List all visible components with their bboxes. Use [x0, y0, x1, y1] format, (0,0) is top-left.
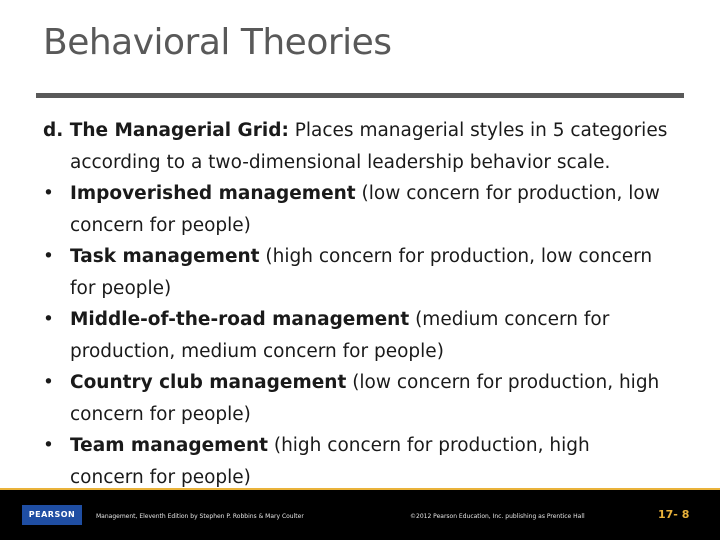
bullet-term: Country club management: [70, 372, 347, 393]
bullet-text: (low concern for production, high: [346, 372, 660, 393]
bullet-text-cont: concern for people): [70, 403, 251, 425]
bullet-icon: •: [43, 435, 54, 456]
bullet-item: [43, 367, 683, 399]
bullet-text-cont: for people): [70, 277, 172, 299]
bullet-item: [43, 178, 683, 210]
bullet-icon: •: [43, 246, 54, 267]
bullet-text: (high concern for production, low concern: [259, 246, 653, 267]
bullet-term: Impoverished management: [70, 183, 356, 204]
bullet-term: Team management: [70, 435, 268, 456]
intro-line-2: according to a two-dimensional leadership behavior scale.: [70, 151, 611, 173]
intro-text: Places managerial styles in 5 categories: [288, 120, 668, 141]
bullet-text-cont: concern for people): [70, 466, 251, 488]
footer-accent-stripe: [0, 488, 720, 490]
intro-heading: d. The Managerial Grid:: [43, 120, 289, 141]
slide-body: [43, 115, 683, 493]
book-credit: Management, Eleventh Edition by Stephen P. Robbins & Mary Coulter: [96, 513, 304, 520]
title-divider: [36, 93, 684, 98]
bullet-text-cont: production, medium concern for people): [70, 340, 444, 362]
footer-bar: [0, 488, 720, 540]
bullet-item: [43, 304, 683, 336]
bullet-item: [43, 430, 683, 462]
bullet-text: (low concern for production, low: [355, 183, 660, 204]
slide-number: 17- 8: [658, 508, 690, 521]
bullet-text: (high concern for production, high: [267, 435, 590, 456]
pearson-logo: PEARSON: [22, 505, 82, 525]
bullet-text-cont: concern for people): [70, 214, 251, 236]
bullet-term: Middle-of-the-road management: [70, 309, 410, 330]
intro-line-1: [43, 115, 683, 147]
bullet-icon: •: [43, 309, 54, 330]
copyright-notice: ©2012 Pearson Education, Inc. publishing as Prentice Hall: [410, 513, 585, 520]
slide-title: Behavioral Theories: [43, 22, 392, 63]
bullet-icon: •: [43, 183, 54, 204]
bullet-term: Task management: [70, 246, 260, 267]
bullet-icon: •: [43, 372, 54, 393]
bullet-item: [43, 241, 683, 273]
bullet-text: (medium concern for: [409, 309, 610, 330]
